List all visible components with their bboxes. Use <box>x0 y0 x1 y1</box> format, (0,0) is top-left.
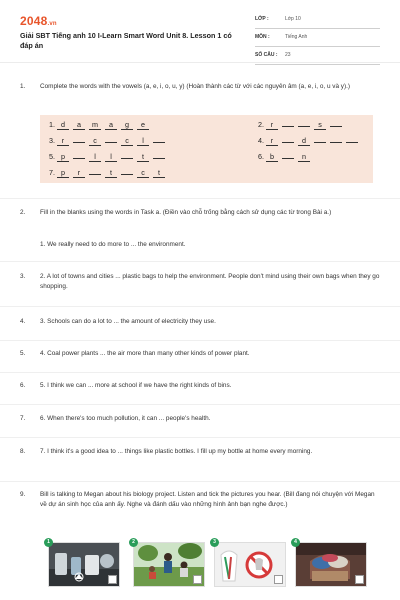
letter-slot[interactable] <box>105 142 117 143</box>
letter-slot[interactable]: r <box>266 121 278 130</box>
meta-label: MÔN : <box>255 34 270 40</box>
letter-slot[interactable] <box>330 126 342 127</box>
letter-slot[interactable] <box>314 142 326 143</box>
letter-slot[interactable]: p <box>57 153 69 162</box>
letter-slot[interactable] <box>73 158 85 159</box>
tick-box[interactable] <box>274 575 283 584</box>
letter-slot[interactable]: l <box>137 137 149 146</box>
word-5 <box>49 152 169 162</box>
question-divider <box>0 481 400 482</box>
letter-slot[interactable]: c <box>89 137 101 146</box>
question-number: 6. <box>20 382 26 389</box>
letter-slot[interactable] <box>282 158 294 159</box>
letter-slot[interactable]: s <box>314 121 326 130</box>
letter-slot[interactable]: l <box>105 153 117 162</box>
question-text: 5. I think we can ... more at school if we have the right kinds of bins. <box>40 382 232 389</box>
word-1 <box>49 120 153 130</box>
picture-number-badge: 2 <box>129 538 138 547</box>
letter-slot[interactable] <box>153 158 165 159</box>
letter-slot[interactable]: p <box>57 169 69 178</box>
tick-box[interactable] <box>108 575 117 584</box>
meta-value: Lớp 10 <box>285 16 301 22</box>
letter-slot[interactable]: m <box>89 121 101 130</box>
letter-slot[interactable] <box>153 142 165 143</box>
picture-number-badge: 3 <box>210 538 219 547</box>
question-text: 4. Coal power plants ... the air more than many other kinds of power plant. <box>40 350 250 357</box>
question-number: 3. <box>20 273 26 280</box>
question-divider <box>0 306 400 307</box>
meta-row-class <box>255 13 380 29</box>
header-divider <box>0 62 400 63</box>
letter-slot[interactable] <box>121 158 133 159</box>
question-text: Fill in the blanks using the words in Task a. (Điền vào chỗ trống bằng cách sử dụng các từ trong Bài a.) <box>40 209 332 216</box>
question-number: 9. <box>20 491 26 498</box>
question-divider <box>0 340 400 341</box>
picture-options <box>44 538 374 588</box>
letter-slot[interactable]: a <box>105 121 117 130</box>
letter-slot[interactable]: d <box>298 137 310 146</box>
picture-option-4[interactable] <box>295 542 367 587</box>
letter-slot[interactable] <box>89 174 101 175</box>
letter-slot[interactable] <box>73 142 85 143</box>
page-header <box>0 0 400 62</box>
meta-value: 23 <box>285 52 291 58</box>
letter-slot[interactable] <box>282 126 294 127</box>
picture-number-badge: 4 <box>291 538 300 547</box>
question-number: 8. <box>20 448 26 455</box>
question-sub-text: 1. We really need to do more to ... the environment. <box>40 241 186 248</box>
letter-slot[interactable]: r <box>73 169 85 178</box>
picture-number-badge: 1 <box>44 538 53 547</box>
word-6 <box>258 152 314 162</box>
picture-option-2[interactable] <box>133 542 205 587</box>
question-text: 7. I think it's a good idea to ... things like plastic bottles. I fill up my bottle at home every morning. <box>40 448 313 455</box>
question-divider <box>0 404 400 405</box>
question-number: 1. <box>20 83 26 90</box>
letter-slot[interactable]: g <box>121 121 133 130</box>
question-number: 2. <box>20 209 26 216</box>
tick-box[interactable] <box>193 575 202 584</box>
document-title: Giải SBT Tiếng anh 10 I-Learn Smart Word Unit 8. Lesson 1 có đáp án <box>20 31 232 50</box>
question-divider <box>0 437 400 438</box>
letter-slot[interactable]: t <box>153 169 165 178</box>
picture-option-1[interactable] <box>48 542 120 587</box>
letter-slot[interactable] <box>346 142 358 143</box>
question-number: 5. <box>20 350 26 357</box>
question-text: 6. When there's too much pollution, it can ... people's health. <box>40 415 211 422</box>
letter-slot[interactable] <box>282 142 294 143</box>
word-7 <box>49 168 169 178</box>
word-label: 1. <box>49 120 55 129</box>
word-label: 5. <box>49 152 55 161</box>
letter-slot[interactable]: a <box>73 121 85 130</box>
question-number: 7. <box>20 415 26 422</box>
letter-slot[interactable]: t <box>137 153 149 162</box>
word-3 <box>49 136 169 146</box>
document-meta <box>255 13 380 67</box>
word-label: 2. <box>258 120 264 129</box>
question-text: Bill is talking to Megan about his biology project. Listen and tick the pictures you hear. (Bill đang nói chuyện với Megan về dự án sinh học của anh ấy. Nghe và đánh dấu vào những hình ảnh bạn nghe được.) <box>40 491 375 508</box>
letter-slot[interactable]: l <box>89 153 101 162</box>
tick-box[interactable] <box>355 575 364 584</box>
letter-slot[interactable]: e <box>137 121 149 130</box>
letter-slot[interactable]: c <box>121 137 133 146</box>
letter-slot[interactable]: r <box>266 137 278 146</box>
letter-slot[interactable] <box>330 142 342 143</box>
site-logo[interactable] <box>20 14 57 28</box>
meta-value: Tiếng Anh <box>285 34 308 40</box>
logo-tld: .vn <box>47 21 57 27</box>
question-divider <box>0 198 400 199</box>
question-divider <box>0 261 400 262</box>
letter-slot[interactable]: b <box>266 153 278 162</box>
letter-slot[interactable]: r <box>57 137 69 146</box>
logo-name: 2048 <box>20 14 48 28</box>
meta-label: SỐ CÂU : <box>255 52 278 58</box>
question-divider <box>0 372 400 373</box>
letter-slot[interactable]: c <box>137 169 149 178</box>
meta-label: LỚP : <box>255 16 269 22</box>
word-2 <box>258 120 346 130</box>
letter-slot[interactable]: d <box>57 121 69 130</box>
question-number: 4. <box>20 318 26 325</box>
question-text: 3. Schools can do a lot to ... the amount of electricity they use. <box>40 318 216 325</box>
word-4 <box>258 136 362 146</box>
letter-slot[interactable] <box>298 126 310 127</box>
word-label: 3. <box>49 136 55 145</box>
word-completion-box <box>40 115 373 183</box>
letter-slot[interactable]: t <box>105 169 117 178</box>
letter-slot[interactable] <box>121 174 133 175</box>
question-text: Complete the words with the vowels (a, e, i, o, u, y) (Hoàn thành các từ với các nguyên âm (a, e, i, o, u và y).) <box>40 83 351 90</box>
meta-row-subject <box>255 31 380 47</box>
letter-slot[interactable]: n <box>298 153 310 162</box>
word-label: 7. <box>49 168 55 177</box>
question-text: 2. A lot of towns and cities ... plastic bags to help the environment. People don't mind using their own bags when they go shopping. <box>40 273 380 290</box>
word-label: 4. <box>258 136 264 145</box>
picture-option-3[interactable] <box>214 542 286 587</box>
word-label: 6. <box>258 152 264 161</box>
